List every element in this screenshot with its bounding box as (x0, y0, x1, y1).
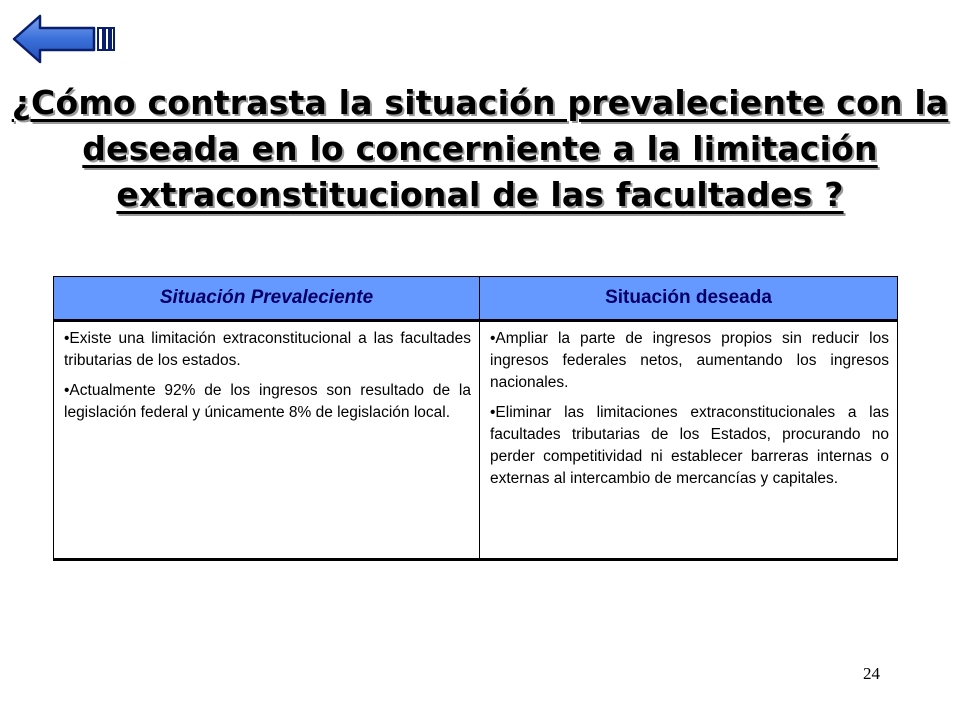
cell-prevaleciente (54, 321, 480, 560)
slide-title: ¿Cómo contrasta la situación prevaleciente con la deseada en lo concerniente a la limitación extraconstitucional de las facultades ? (11, 83, 949, 214)
back-arrow-icon (12, 14, 116, 64)
back-button[interactable] (12, 14, 116, 64)
cell-deseada (480, 321, 898, 560)
bullet-item: •Actualmente 92% de los ingresos son resultado de la legislación federal y únicamente 8% de legislación local. (64, 382, 471, 421)
header-deseada: Situación deseada (480, 277, 898, 321)
bullet-item: •Ampliar la parte de ingresos propios sin reducir los ingresos federales netos, aumentando los ingresos nacionales. (490, 330, 889, 391)
page-number: 24 (863, 664, 880, 683)
bullet-item: •Existe una limitación extraconstitucional a las facultades tributarias de los estados. (64, 330, 471, 369)
bullet-item: •Eliminar las limitaciones extraconstitucionales a las facultades tributarias de los Estados, procurando no perder competitividad ni establecer barreras internas o externas al intercambio de mercancías y capitales. (490, 404, 889, 487)
comparison-table (53, 276, 897, 561)
header-prevaleciente: Situación Prevaleciente (54, 277, 480, 321)
